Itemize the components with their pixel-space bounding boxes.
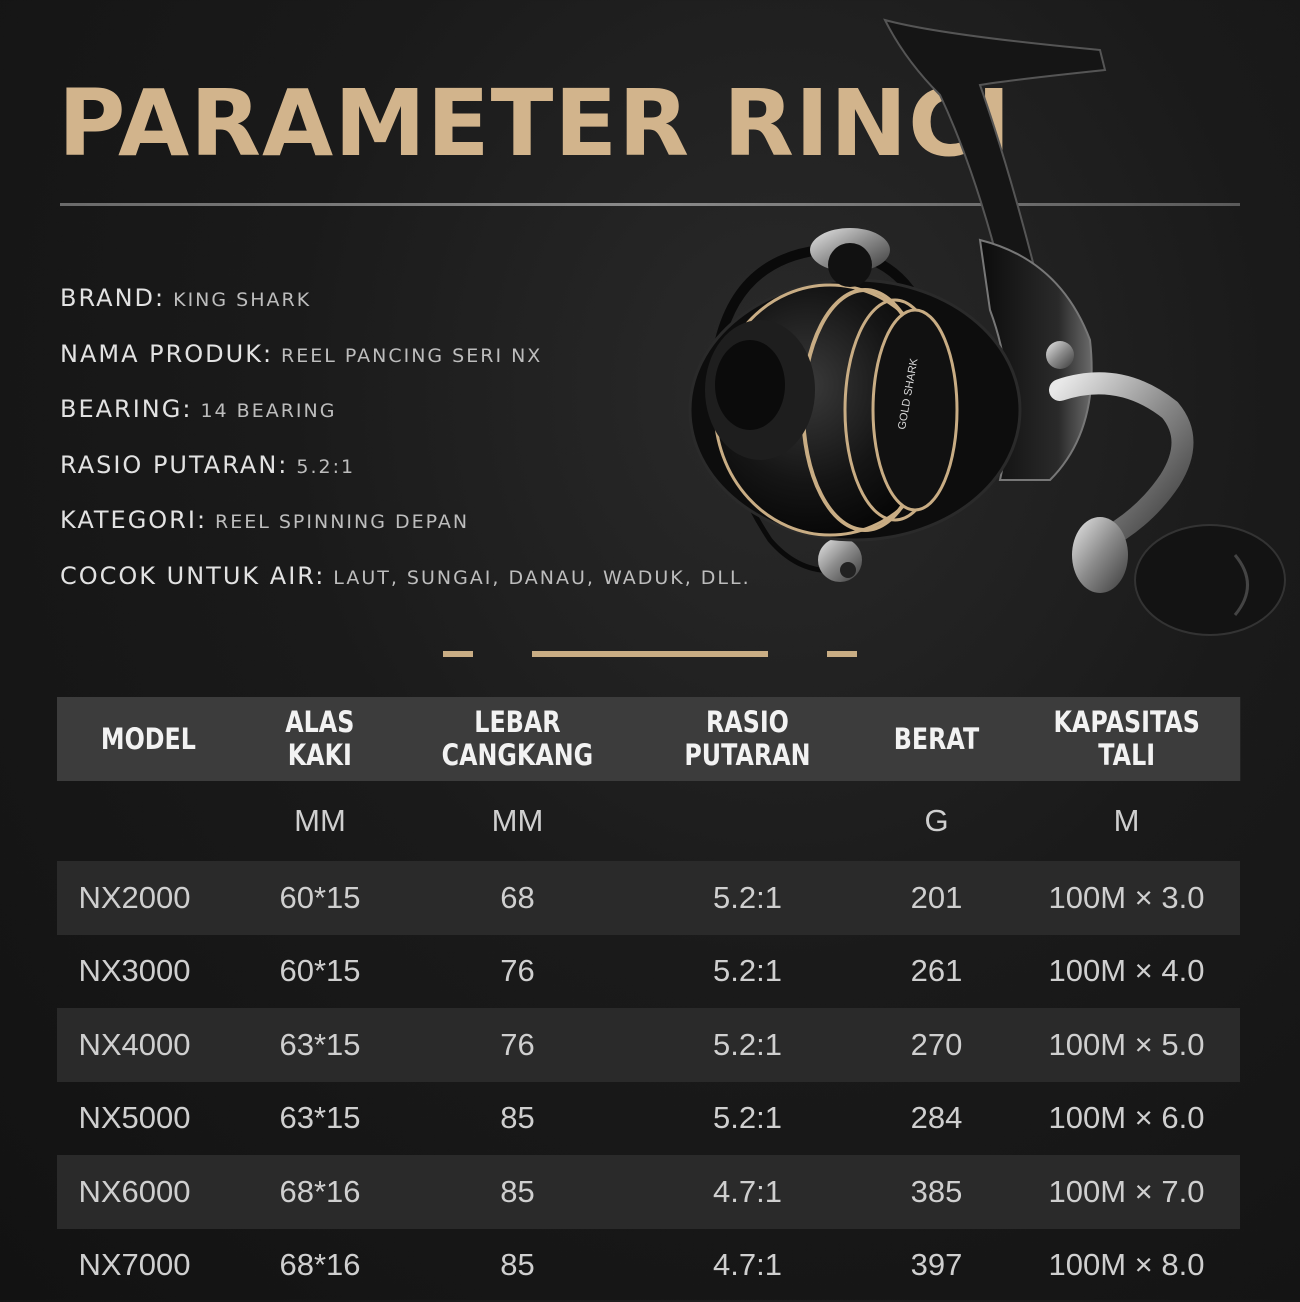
- cell-width: 76: [400, 953, 635, 989]
- unit-cell: MM: [400, 803, 635, 839]
- header-text: ALAS: [240, 706, 400, 739]
- spec-product-name: [60, 340, 751, 396]
- spec-label: COCOK UNTUK AIR:: [60, 562, 325, 590]
- header-text: KAPASITAS: [1013, 706, 1240, 739]
- cell-foot: 63*15: [240, 1100, 400, 1136]
- header-text: MODEL: [57, 723, 240, 756]
- page-title: PARAMETER RINCI: [58, 78, 1012, 170]
- unit-cell: G: [860, 803, 1013, 839]
- table-row: [57, 861, 1240, 935]
- table-row: [57, 1082, 1240, 1156]
- spec-value: REEL PANCING SERI NX: [281, 345, 542, 367]
- unit-cell: MM: [240, 803, 400, 839]
- cell-foot: 68*16: [240, 1174, 400, 1210]
- units-row: [57, 781, 1240, 861]
- header-text: CANGKANG: [400, 739, 635, 772]
- cell-foot: 63*15: [240, 1027, 400, 1063]
- decor-bar: [532, 651, 768, 657]
- cell-model: NX2000: [57, 880, 240, 916]
- cell-model: NX7000: [57, 1247, 240, 1283]
- spec-value: KING SHARK: [173, 289, 311, 311]
- cell-width: 85: [400, 1100, 635, 1136]
- cell-weight: 261: [860, 953, 1013, 989]
- cell-ratio: 5.2:1: [635, 953, 860, 989]
- cell-weight: 284: [860, 1100, 1013, 1136]
- table-row: [57, 935, 1240, 1009]
- spec-label: BRAND:: [60, 284, 165, 312]
- cell-weight: 201: [860, 880, 1013, 916]
- spec-label: BEARING:: [60, 395, 192, 423]
- col-header-capacity: [1013, 706, 1240, 772]
- decor-bar: [827, 651, 857, 657]
- spec-table: [57, 697, 1240, 1302]
- col-header-ratio: [635, 706, 860, 772]
- spec-value: LAUT, SUNGAI, DANAU, WADUK, DLL.: [333, 567, 750, 589]
- spec-label: KATEGORI:: [60, 506, 207, 534]
- reel-logo-text: GOLD SHARK: [896, 357, 920, 431]
- col-header-model: [57, 723, 240, 756]
- fishing-reel-image: [680, 10, 1300, 660]
- header-text: LEBAR: [400, 706, 635, 739]
- col-header-width: [400, 706, 635, 772]
- spec-value: 14 BEARING: [200, 400, 336, 422]
- cell-ratio: 5.2:1: [635, 1027, 860, 1063]
- spec-gear-ratio: [60, 451, 751, 507]
- cell-capacity: 100M × 7.0: [1013, 1174, 1240, 1210]
- col-header-weight: [860, 723, 1013, 756]
- spec-value: REEL SPINNING DEPAN: [215, 511, 469, 533]
- spec-category: [60, 506, 751, 562]
- table-row: [57, 1008, 1240, 1082]
- spec-water-type: [60, 562, 751, 618]
- col-header-foot: [240, 706, 400, 772]
- cell-weight: 270: [860, 1027, 1013, 1063]
- spec-bearing: [60, 395, 751, 451]
- header-text: BERAT: [860, 723, 1013, 756]
- cell-capacity: 100M × 6.0: [1013, 1100, 1240, 1136]
- cell-model: NX5000: [57, 1100, 240, 1136]
- cell-foot: 68*16: [240, 1247, 400, 1283]
- cell-foot: 60*15: [240, 880, 400, 916]
- cell-model: NX4000: [57, 1027, 240, 1063]
- cell-model: NX3000: [57, 953, 240, 989]
- spec-brand: [60, 284, 751, 340]
- cell-foot: 60*15: [240, 953, 400, 989]
- unit-cell: M: [1013, 803, 1240, 839]
- table-row: [57, 1155, 1240, 1229]
- table-row: [57, 1229, 1240, 1302]
- cell-weight: 385: [860, 1174, 1013, 1210]
- cell-width: 85: [400, 1174, 635, 1210]
- cell-capacity: 100M × 3.0: [1013, 880, 1240, 916]
- cell-width: 85: [400, 1247, 635, 1283]
- cell-ratio: 5.2:1: [635, 880, 860, 916]
- decor-bar: [443, 651, 473, 657]
- cell-capacity: 100M × 5.0: [1013, 1027, 1240, 1063]
- cell-ratio: 5.2:1: [635, 1100, 860, 1136]
- spec-label: NAMA PRODUK:: [60, 340, 273, 368]
- spec-list: [60, 284, 751, 617]
- cell-weight: 397: [860, 1247, 1013, 1283]
- header-text: RASIO: [635, 706, 860, 739]
- header-text: KAKI: [240, 739, 400, 772]
- cell-ratio: 4.7:1: [635, 1174, 860, 1210]
- cell-capacity: 100M × 8.0: [1013, 1247, 1240, 1283]
- cell-model: NX6000: [57, 1174, 240, 1210]
- cell-width: 68: [400, 880, 635, 916]
- cell-capacity: 100M × 4.0: [1013, 953, 1240, 989]
- cell-width: 76: [400, 1027, 635, 1063]
- spec-label: RASIO PUTARAN:: [60, 451, 288, 479]
- table-header: [57, 697, 1240, 781]
- spec-value: 5.2:1: [296, 456, 355, 478]
- header-text: TALI: [1013, 739, 1240, 772]
- cell-ratio: 4.7:1: [635, 1247, 860, 1283]
- header-text: PUTARAN: [635, 739, 860, 772]
